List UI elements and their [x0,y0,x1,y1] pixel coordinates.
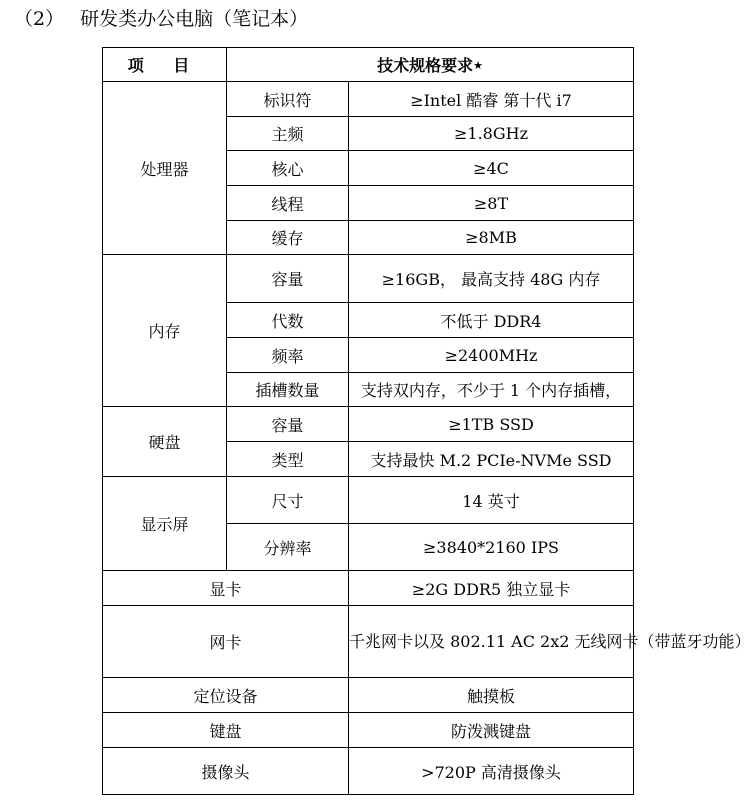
table-header-row [103,48,634,82]
star-icon: ★ [473,59,483,72]
spec-value: 千兆网卡以及 802.11 AC 2x2 无线网卡（带蓝牙功能） [349,606,634,678]
group-memory: 内存 [103,255,227,407]
sub-label: 容量 [227,407,349,442]
spec-value: >720P 高清摄像头 [349,748,634,795]
spec-value: ≥8MB [349,221,634,255]
sub-label: 容量 [227,255,349,303]
table-row [103,571,634,606]
table-row [103,255,634,303]
spec-value: ≥1.8GHz [349,117,634,151]
sub-label: 频率 [227,338,349,373]
item-camera: 摄像头 [103,748,349,795]
table-row [103,477,634,524]
spec-value: ≥1TB SSD [349,407,634,442]
group-storage: 硬盘 [103,407,227,477]
spec-value: ≥16GB， 最高支持 48G 内存 [349,255,634,303]
item-network: 网卡 [103,606,349,678]
header-spec: 技术规格要求★ [227,48,634,82]
header-item: 项 目 [103,48,227,82]
sub-label: 分辨率 [227,524,349,571]
item-pointing: 定位设备 [103,678,349,713]
sub-label: 主频 [227,117,349,151]
section-number: （2） [14,8,65,30]
table-row [103,82,634,117]
spec-value: 支持最快 M.2 PCIe-NVMe SSD [349,442,634,477]
spec-value: ≥2G DDR5 独立显卡 [349,571,634,606]
spec-value: ≥2400MHz [349,338,634,373]
sub-label: 插槽数量 [227,373,349,407]
table-row [103,606,634,678]
item-gpu: 显卡 [103,571,349,606]
table-row [103,713,634,748]
sub-label: 缓存 [227,221,349,255]
sub-label: 标识符 [227,82,349,117]
spec-value: ≥4C [349,151,634,186]
spec-value: ≥Intel 酷睿 第十代 i7 [349,82,634,117]
spec-value: 不低于 DDR4 [349,303,634,338]
table-row [103,748,634,795]
spec-table [102,47,751,795]
section-heading [14,5,308,33]
group-display: 显示屏 [103,477,227,571]
spec-value: 触摸板 [349,678,634,713]
spec-value: ≥8T [349,186,634,221]
spec-value: ≥3840*2160 IPS [349,524,634,571]
sub-label: 尺寸 [227,477,349,524]
table-row [103,407,634,442]
sub-label: 类型 [227,442,349,477]
spec-value: 14 英寸 [349,477,634,524]
group-cpu: 处理器 [103,82,227,255]
table-row [103,678,634,713]
section-title: 研发类办公电脑（笔记本） [80,8,309,30]
item-keyboard: 键盘 [103,713,349,748]
spec-value: 防泼溅键盘 [349,713,634,748]
sub-label: 代数 [227,303,349,338]
sub-label: 线程 [227,186,349,221]
spec-value: 支持双内存，不少于 1 个内存插槽， [349,373,634,407]
sub-label: 核心 [227,151,349,186]
